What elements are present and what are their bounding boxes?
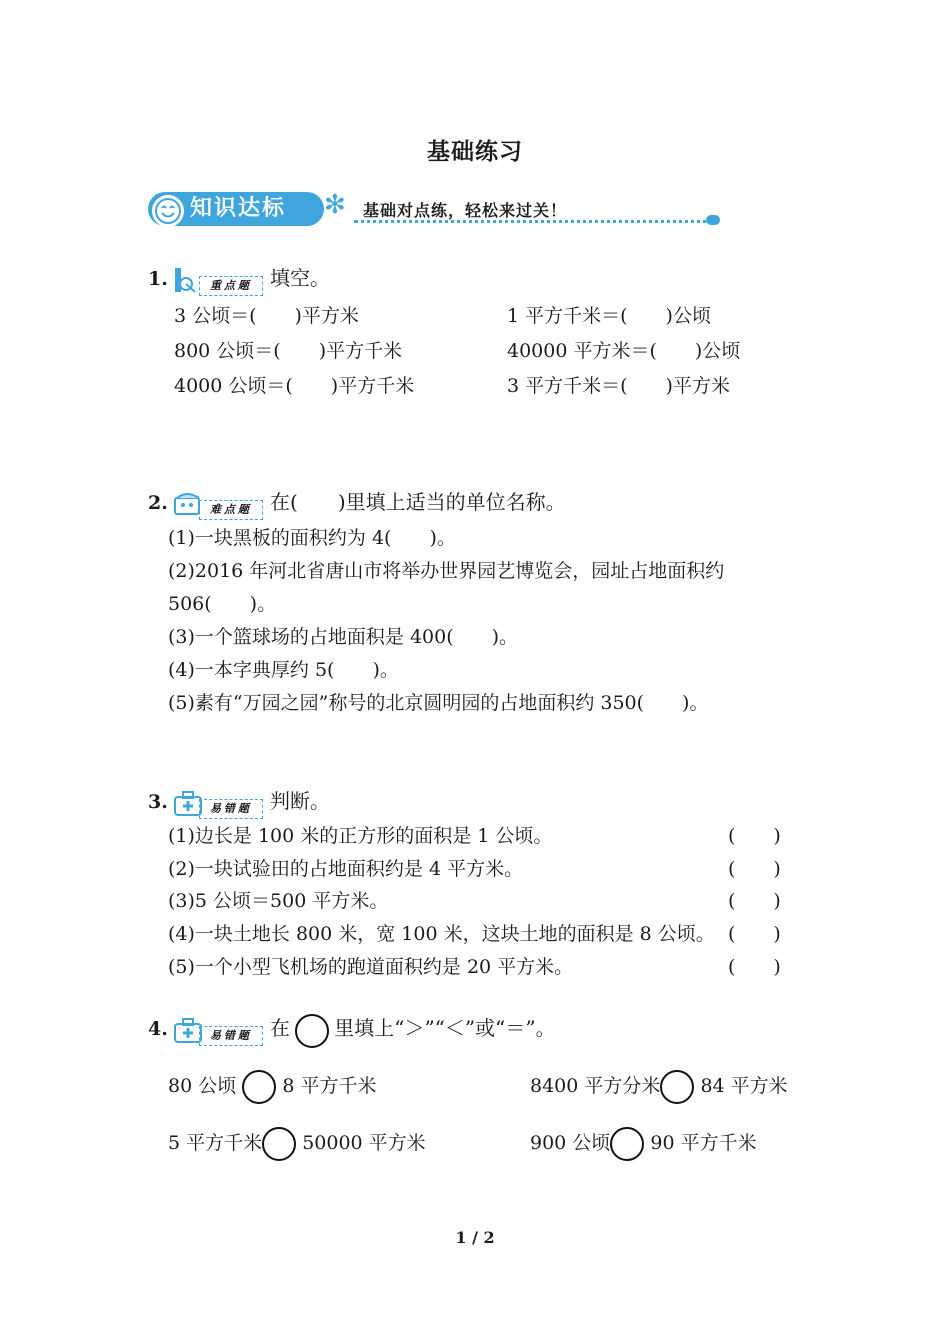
q1-row3-left: 4000 公顷＝( )平方千米 (174, 375, 415, 397)
q4-pair-4-left: 900 公顷 (530, 1132, 611, 1154)
q4-pair-1-left: 80 公顷 (168, 1075, 237, 1097)
compare-circle-3[interactable] (262, 1127, 296, 1161)
q4-pair-2 (530, 1070, 788, 1104)
q3-answer-3: ( ) (728, 890, 781, 912)
compare-circle-2[interactable] (660, 1070, 694, 1104)
q3-instruction: 判断。 (270, 789, 331, 813)
page-number: 1 / 2 (455, 1228, 495, 1247)
q1-row2-right: 40000 平方米＝( )公顷 (507, 340, 741, 362)
q4-pair-3 (168, 1127, 426, 1161)
q3-answer-5: ( ) (728, 956, 781, 978)
q1-row2-left: 800 公顷＝( )平方千米 (174, 340, 403, 362)
q4-tag-label: 易错题 (199, 1026, 263, 1046)
q2-tag-label: 难点题 (199, 500, 263, 520)
q4-pair-3-right: 50000 平方米 (302, 1132, 426, 1154)
banner-label: 知识达标 (148, 192, 324, 226)
q2-item-1: (1)一块黑板的面积约为 4( )。 (168, 527, 456, 549)
q4-instruction-post: 里填上“＞”“＜”或“＝”。 (334, 1016, 556, 1040)
q1-row1-left: 3 公顷＝( )平方米 (174, 305, 359, 327)
q2-item-4: (4)一本字典厚约 5( )。 (168, 659, 399, 681)
section-banner (148, 188, 728, 228)
q3-answer-1: ( ) (728, 825, 781, 847)
q3-heading (148, 785, 330, 819)
banner-subtitle: 基础对点练，轻松来过关！ (363, 201, 568, 220)
smiley-icon (152, 195, 184, 227)
q3-item-1: (1)边长是 100 米的正方形的面积是 1 公顷。 (168, 825, 553, 847)
q3-tag-label: 易错题 (199, 799, 263, 819)
q3-item-4: (4)一块土地长 800 米，宽 100 米，这块土地的面积是 8 公顷。 (168, 923, 715, 945)
flower-icon: ✻ (324, 190, 346, 220)
q3-number: 3. (148, 791, 168, 813)
compare-circle-sample (295, 1014, 329, 1048)
compare-circle-1[interactable] (242, 1070, 276, 1104)
q2-heading (148, 486, 566, 520)
q4-pair-3-left: 5 平方千米 (168, 1132, 263, 1154)
banner-end-cap (706, 215, 720, 225)
q4-pair-2-right: 84 平方米 (700, 1075, 788, 1097)
q2-item-2: (2)2016 年河北省唐山市将举办世界园艺博览会，园址占地面积约 (168, 560, 725, 582)
q4-heading (148, 1012, 556, 1048)
q4-number: 4. (148, 1018, 168, 1040)
q3-answer-2: ( ) (728, 858, 781, 880)
q2-item-2-cont: 506( )。 (168, 593, 277, 615)
q4-pair-1-right: 8 平方千米 (282, 1075, 377, 1097)
q4-pair-4 (530, 1127, 757, 1161)
q1-row3-right: 3 平方千米＝( )平方米 (507, 375, 730, 397)
q4-instruction-pre: 在 (270, 1016, 291, 1040)
q1-tag-label: 重点题 (199, 276, 263, 296)
q4-pair-4-right: 90 平方千米 (650, 1132, 757, 1154)
page-title: 基础练习 (427, 138, 523, 165)
q3-item-5: (5)一个小型飞机场的跑道面积约是 20 平方米。 (168, 956, 574, 978)
q2-number: 2. (148, 492, 168, 514)
q4-pair-2-left: 8400 平方分米 (530, 1075, 661, 1097)
banner-divider (354, 220, 714, 223)
q2-instruction: 在( )里填上适当的单位名称。 (270, 490, 566, 514)
q3-tag (173, 789, 265, 819)
q2-tag (173, 490, 265, 520)
q1-instruction: 填空。 (270, 266, 331, 290)
q1-number: 1. (148, 268, 168, 290)
q4-tag (173, 1016, 265, 1046)
q3-answer-4: ( ) (728, 923, 781, 945)
q1-heading (148, 262, 330, 296)
q1-row1-right: 1 平方千米＝( )公顷 (507, 305, 711, 327)
q2-item-3: (3)一个篮球场的占地面积是 400( )。 (168, 626, 519, 648)
q3-item-3: (3)5 公顷＝500 平方米。 (168, 890, 389, 912)
q3-item-2: (2)一块试验田的占地面积约是 4 平方米。 (168, 858, 524, 880)
q4-pair-1 (168, 1070, 376, 1104)
q1-tag (173, 266, 265, 296)
q2-item-5: (5)素有“万园之园”称号的北京圆明园的占地面积约 350( )。 (168, 692, 709, 714)
compare-circle-4[interactable] (610, 1127, 644, 1161)
